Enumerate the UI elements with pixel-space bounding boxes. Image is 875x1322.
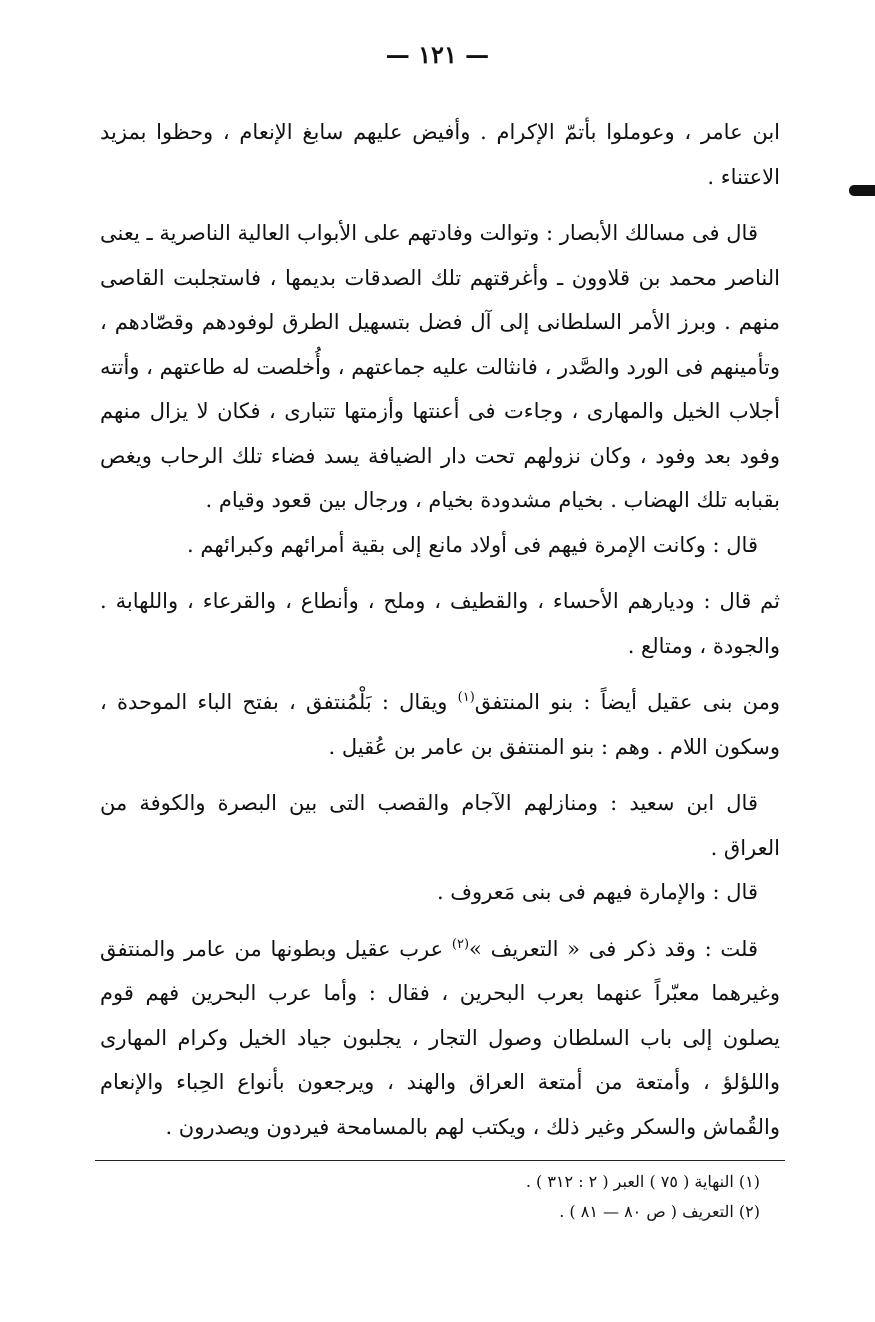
footnote: (١) النهاية ( ٧٥ ) العبر ( ٢ : ٣١٢ ) . <box>525 1172 760 1191</box>
paragraph: قال : والإمارة فيهم فى بنى مَعروف . <box>436 880 758 904</box>
paragraph-text: عرب عقيل وبطونها من عامر والمنتفق وغيرهما معبّراً عنهما بعرب البحرين ، فقال : وأما عرب البحرين فهم قوم يصلون إلى باب السلطان وصول التجار ، يجلبون جياد الخيل وكرام المهارى واللؤلؤ ، وأمتعة من أمتعة العراق والهند ، ويرجعون بأنواع الحِباء والإنعام والقُماش والسكر وغير ذلك ، ويكتب لهم بالمسامحة فيردون ويصدرون . <box>100 936 780 1139</box>
page-number: — ١٢١ — <box>385 40 490 69</box>
paragraph: قال ابن سعيد : ومنازلهم الآجام والقصب التى بين البصرة والكوفة من العراق . <box>100 791 780 860</box>
footnote-divider <box>95 1160 785 1161</box>
footnote: (٢) التعريف ( ص ٨٠ — ٨١ ) . <box>559 1202 760 1221</box>
paragraph <box>100 680 780 769</box>
paragraph: ابن عامر ، وعوملوا بأتمّ الإكرام . وأفيض عليهم سابغ الإنعام ، وحظوا بمزيد الاعتناء . <box>100 120 780 189</box>
paragraph-text: ومن بنى عقيل أيضاً : بنو المنتفق <box>474 690 780 714</box>
paragraph: قال : وكانت الإمرة فيهم فى أولاد مانع إلى بقية أمرائهم وكبرائهم . <box>187 532 758 557</box>
paragraph: ثم قال : وديارهم الأحساء ، والقطيف ، وملح ، وأنطاع ، والقرعاء ، واللهابة . والجودة ، ومتالع . <box>100 589 780 658</box>
paragraph-text: قلت : وقد ذكر فى « التعريف » <box>469 936 758 961</box>
footnotes <box>320 1167 760 1227</box>
body-text <box>100 110 780 1149</box>
footnote-marker: (٢) <box>451 936 470 952</box>
scan-edge-mark <box>849 185 875 196</box>
paragraph: قال فى مسالك الأبصار : وتوالت وفادتهم على الأبواب العالية الناصرية ـ يعنى الناصر محمد بن قلاوون ـ وأغرقتهم تلك الصدقات بديمها ، فاستجلبت القاصى منهم . وبرز الأمر السلطانى إلى آل فضل بتسهيل الطرق لوفودهم وقصّادهم ، وتأمينهم فى الورد والصَّدر ، فانثالت عليه جماعتهم ، وأُخلصت له طاعتهم ، وأتته أجلاب الخيل والمهارى ، وجاءت فى أعنتها وأزمتها تتبارى ، فكان لا يزال منهم وفود بعد وفود ، وكان نزولهم تحت دار الضيافة يسد فضاء تلك الرحاب ويغص بقبابه تلك الهضاب . بخيام مشدودة بخيام ، ورجال بين قعود وقيام . <box>100 221 780 512</box>
paragraph <box>100 927 780 1150</box>
footnote-marker: (١) <box>457 690 475 705</box>
paragraph-text: ويقال : بَلْمُنتفق ، بفتح الباء الموحدة ، وسكون اللام . وهم : بنو المنتفق بن عامر بن عُقيل . <box>100 690 780 759</box>
